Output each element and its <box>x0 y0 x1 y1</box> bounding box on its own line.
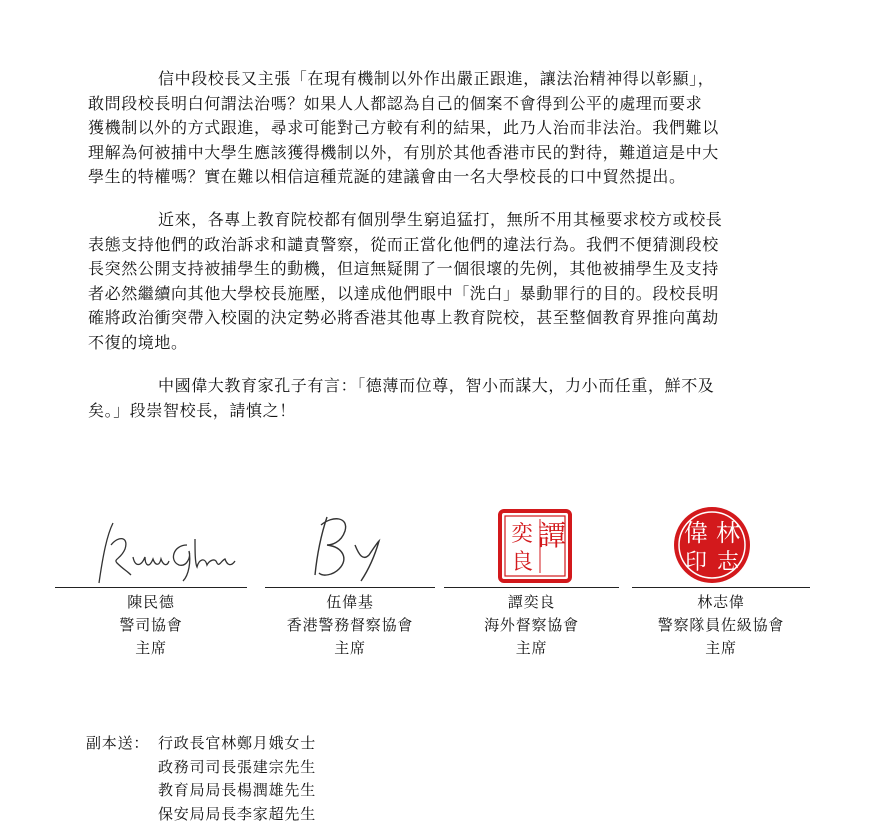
svg-text:奕: 奕 <box>511 522 533 547</box>
signature-1-icon <box>55 505 247 585</box>
signatory-org: 警司協會 <box>55 614 247 637</box>
cc-recipient: 行政長官林鄭月娥女士 <box>158 732 316 756</box>
signature-2-icon <box>265 505 435 585</box>
cc-recipient: 保安局局長李家超先生 <box>158 803 316 826</box>
handwritten-signature <box>55 505 247 585</box>
cc-recipient: 教育局局長楊潤雄先生 <box>158 779 316 803</box>
round-seal-icon <box>632 505 810 585</box>
text-line: 確將政治衝突帶入校園的決定勢必將香港其他專上教育院校，甚至整個教育界推向萬劫 <box>88 306 778 331</box>
svg-text:偉: 偉 <box>684 519 708 547</box>
text-line: 信中段校長又主張「在現有機制以外作出嚴正跟進，讓法治精神得以彰顯」， <box>88 67 778 92</box>
svg-text:譚: 譚 <box>538 519 566 552</box>
signatory-role: 主席 <box>632 637 810 660</box>
text-line: 中國偉大教育家孔子有言：「德薄而位尊，智小而謀大，力小而任重，鮮不及 <box>88 374 778 399</box>
text-line: 表態支持他們的政治訴求和譴責警察，從而正當化他們的違法行為。我們不便猜測段校 <box>88 233 778 258</box>
signatory-name: 譚奕良 <box>444 591 619 614</box>
svg-text:林: 林 <box>716 519 740 547</box>
cc-label: 副本送： <box>86 732 158 756</box>
paragraph-3 <box>88 374 778 423</box>
signatory-role: 主席 <box>55 637 247 660</box>
seal-stamp <box>444 505 619 585</box>
square-seal-icon <box>444 505 619 585</box>
signatory-1 <box>55 505 247 660</box>
text-line: 者必然繼續向其他大學校長施壓，以達成他們眼中「洗白」暴動罪行的目的。段校長明 <box>88 282 778 307</box>
signatory-role: 主席 <box>265 637 435 660</box>
signatory-org: 警察隊員佐級協會 <box>632 614 810 637</box>
cc-section <box>86 732 158 756</box>
text-line: 長突然公開支持被捕學生的動機，但這無疑開了一個很壞的先例，其他被捕學生及支持 <box>88 257 778 282</box>
signature-line <box>444 587 619 588</box>
text-line: 近來，各專上教育院校都有個別學生窮追猛打，無所不用其極要求校方或校長 <box>88 208 778 233</box>
svg-text:印: 印 <box>685 550 707 575</box>
text-line: 學生的特權嗎？實在難以相信這種荒誕的建議會由一名大學校長的口中貿然提出。 <box>88 165 778 190</box>
svg-text:志: 志 <box>717 550 740 575</box>
signatory-name: 伍偉基 <box>265 591 435 614</box>
cc-recipient: 政務司司長張建宗先生 <box>158 756 316 780</box>
handwritten-signature <box>265 505 435 585</box>
text-line: 理解為何被捕中大學生應該獲得機制以外，有別於其他香港市民的對待，難道這是中大 <box>88 141 778 166</box>
paragraph-2 <box>88 208 778 355</box>
signatory-org: 香港警務督察協會 <box>265 614 435 637</box>
signatory-4 <box>632 505 810 660</box>
signatory-3 <box>444 505 619 660</box>
signatory-role: 主席 <box>444 637 619 660</box>
svg-text:良: 良 <box>511 550 533 575</box>
paragraph-1 <box>88 67 778 190</box>
signatory-2 <box>265 505 435 660</box>
signatory-name: 陳民德 <box>55 591 247 614</box>
seal-stamp <box>632 505 810 585</box>
signatory-org: 海外督察協會 <box>444 614 619 637</box>
text-line: 矣。」段崇智校長，請慎之！ <box>88 399 778 424</box>
signature-line <box>265 587 435 588</box>
cc-list <box>158 732 316 826</box>
signature-line <box>55 587 247 588</box>
signatory-name: 林志偉 <box>632 591 810 614</box>
text-line: 敢問段校長明白何謂法治嗎？如果人人都認為自己的個案不會得到公平的處理而要求 <box>88 92 778 117</box>
signature-line <box>632 587 810 588</box>
text-line: 不復的境地。 <box>88 331 778 356</box>
text-line: 獲機制以外的方式跟進，尋求可能對己方較有利的結果，此乃人治而非法治。我們難以 <box>88 116 778 141</box>
